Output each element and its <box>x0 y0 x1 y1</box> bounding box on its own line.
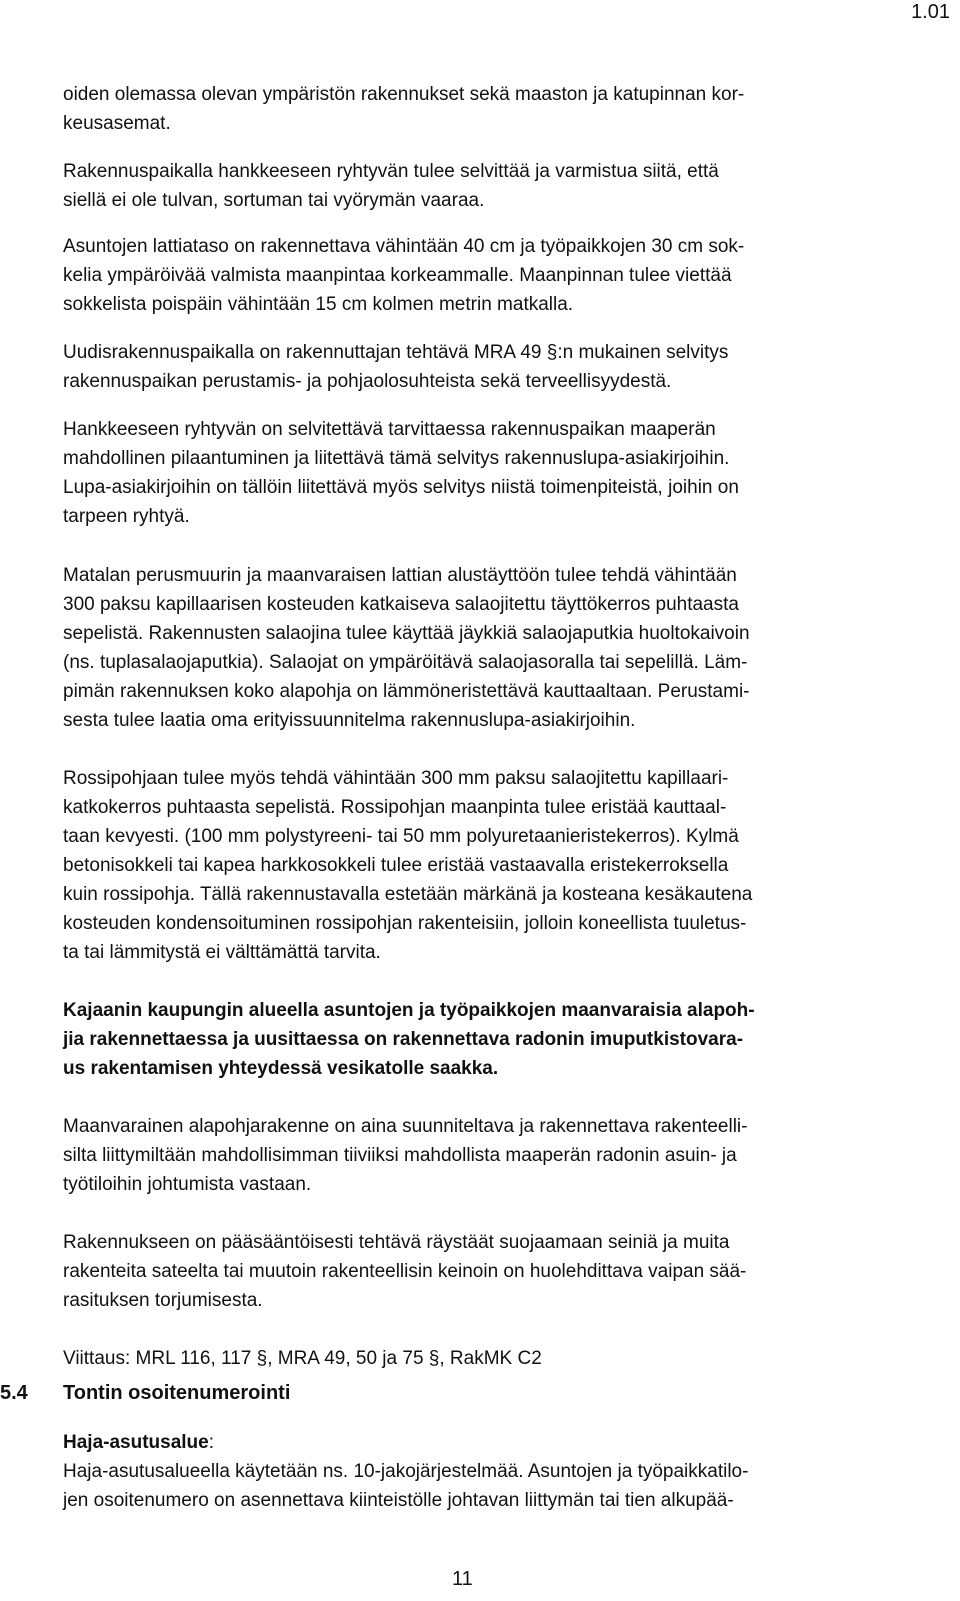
paragraph-1: oiden olemassa olevan ympäristön rakennukset sekä maaston ja katupinnan kor- keusasemat. <box>63 84 745 134</box>
section-title: Tontin osoitenumerointi <box>63 1382 291 1404</box>
subsection-heading: Haja-asutusalue: <box>63 1432 215 1453</box>
radon-requirement-paragraph: Kajaanin kaupungin alueella asuntojen ja työpaikkojen maanvaraisia alapoh- jia rakennettaessa ja uusittaessa on rakennettava radonin imuputkistovara- us rakentamisen yhteydessä vesikatolle saakka. <box>63 1000 755 1079</box>
paragraph-3: Asuntojen lattiataso on rakennettava vähintään 40 cm ja työpaikkojen 30 cm sok- kelia ympäröivää valmista maanpintaa korkeammalle. Maanpinnan tulee viettää sokkelista poispäin vähintään 15 cm kolmen metrin matkalla. <box>63 236 745 315</box>
subsection <box>63 1428 943 1515</box>
page-number: 11 <box>452 1568 473 1590</box>
paragraph-5: Hankkeeseen ryhtyvän on selvitettävä tarvittaessa rakennuspaikan maaperän mahdollinen pilaantuminen ja liitettävä tämä selvitys rakennuslupa-asiakirjoihin. Lupa-asiakirjoihin on tällöin liitettävä myös selvitys niistä toimenpiteistä, joihin on tarpeen ryhtyä. <box>63 419 739 527</box>
document-body <box>63 80 943 1373</box>
paragraph-6: Matalan perusmuurin ja maanvaraisen lattian alustäyttöön tulee tehdä vähintään 300 paksu kapillaarisen kosteuden katkaiseva salaojitettu täyttökerros puhtaasta sepelistä. Rakennusten salaojina tulee käyttää jäykkiä salaojaputkia huoltokaivoin (ns. tuplasalaojaputkia). Salaojat on ympäröitävä salaojasoralla tai sepelillä. Läm- pimän rakennuksen koko alapohja on lämmöneristettävä kauttaaltaan. Perustami- sesta tulee laatia oma erityissuunnitelma rakennuslupa-asiakirjoihin. <box>63 565 750 731</box>
subsection-label: Haja-asutusalue <box>63 1432 209 1453</box>
paragraph-9: Maanvarainen alapohjarakenne on aina suunniteltava ja rakennettava rakenteelli- silta liittymiltään mahdollisimman tiiviiksi mahdollista maaperän radonin asuin- ja työtiloihin johtumista vastaan. <box>63 1116 748 1195</box>
reference-line: Viittaus: MRL 116, 117 §, MRA 49, 50 ja 75 §, RakMK C2 <box>63 1348 542 1369</box>
paragraph-10: Rakennukseen on pääsääntöisesti tehtävä räystäät suojaamaan seiniä ja muita rakenteita sateelta tai muutoin rakenteellisin keinoin on huolehdittava vaipan sää- rasituksen torjumisesta. <box>63 1232 747 1311</box>
section-number: 5.4 <box>0 1382 28 1404</box>
subsection-paragraph: Haja-asutusalueella käytetään ns. 10-jakojärjestelmää. Asuntojen ja työpaikkatilo- jen osoitenumero on asennettava kiinteistölle johtavan liittymän tai tien alkupää- <box>63 1461 749 1511</box>
paragraph-4: Uudisrakennuspaikalla on rakennuttajan tehtävä MRA 49 §:n mukainen selvitys rakennuspaikan perustamis- ja pohjaolosuhteista sekä terveellisyydestä. <box>63 342 729 392</box>
paragraph-2: Rakennuspaikalla hankkeeseen ryhtyvän tulee selvittää ja varmistua siitä, että siellä ei ole tulvan, sortuman tai vyörymän vaaraa. <box>63 161 719 211</box>
document-version: 1.01 <box>911 1 950 23</box>
paragraph-7: Rossipohjaan tulee myös tehdä vähintään 300 mm paksu salaojitettu kapillaari- katkokerros puhtaasta sepelistä. Rossipohjan maanpinta tulee eristää kauttaal- taan kevyesti. (100 mm polystyreeni- tai 50 mm polyuretaanieristekerros). Kylmä betonisokkeli tai kapea harkkosokkeli tulee eristää vastaavalla eristekerroksella kuin rossipohja. Tällä rakennustavalla estetään märkänä ja kosteana kesäkautena kosteuden kondensoituminen rossipohjan rakenteisiin, jolloin koneellista tuuletus- ta tai lämmitystä ei välttämättä tarvita. <box>63 768 753 963</box>
